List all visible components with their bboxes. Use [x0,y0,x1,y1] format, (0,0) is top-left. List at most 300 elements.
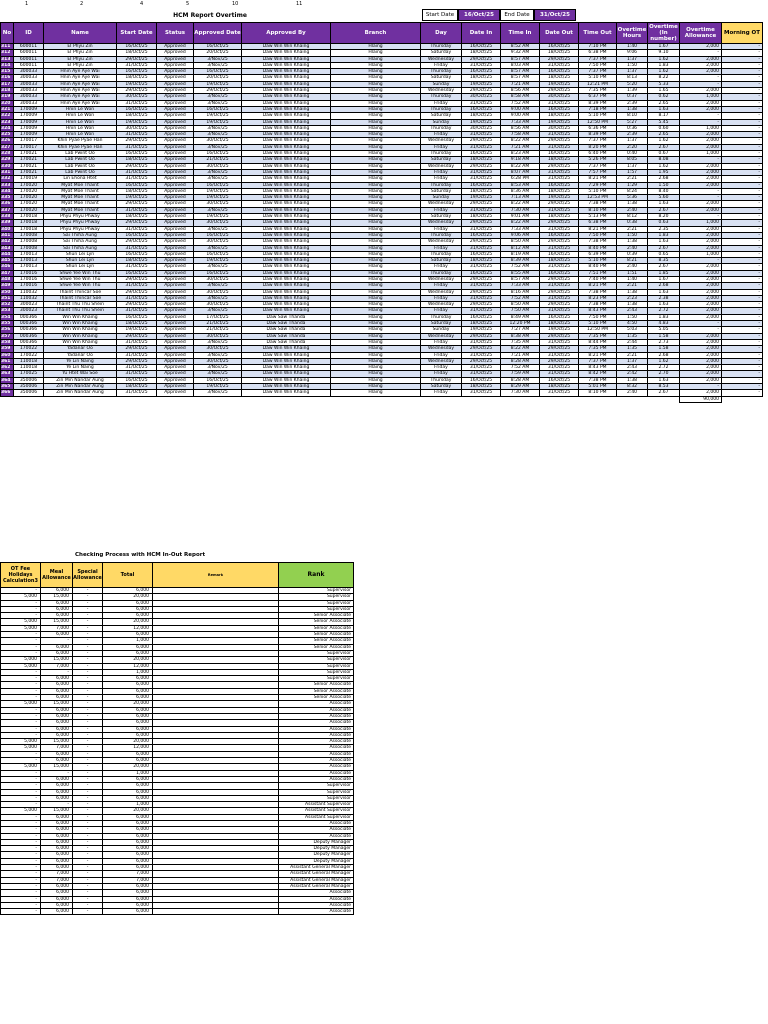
check-cell[interactable]: Supervisor [279,676,354,682]
table-cell[interactable]: 29/Oct/25 [462,56,501,62]
table-cell[interactable]: 1.67 [648,44,680,50]
table-cell[interactable]: 5:13 PM [579,214,617,220]
table-cell[interactable]: 350 [1,289,14,295]
table-cell[interactable]: 8:23 PM [579,295,617,301]
table-cell[interactable]: 30/Oct/25 [194,346,242,352]
table-cell[interactable]: 29/Oct/25 [117,358,157,364]
check-cell[interactable]: - [73,814,103,820]
table-cell[interactable]: 30/Oct/25 [540,125,579,131]
table-cell[interactable]: 31/Oct/25 [117,245,157,251]
table-cell[interactable]: 1.83 [648,232,680,238]
check-cell[interactable]: - [73,588,103,594]
table-cell[interactable]: 16/Oct/25 [194,69,242,75]
table-cell[interactable]: Daw Win Win Khaing [242,163,331,169]
table-cell[interactable]: 7:33 AM [501,119,540,125]
check-cell[interactable]: - [1,606,41,612]
table-cell[interactable]: Friday [421,365,462,371]
check-cell[interactable]: 6,000 [103,713,153,719]
check-cell[interactable]: Supervisor [279,657,354,663]
check-cell[interactable]: - [73,650,103,656]
table-cell[interactable]: 323 [1,119,14,125]
table-cell[interactable]: 12:53 PM [579,195,617,201]
table-cell[interactable]: 18/Oct/25 [462,321,501,327]
table-cell[interactable]: Thursday [421,251,462,257]
table-cell[interactable]: Approved [157,365,194,371]
table-cell[interactable]: 29/Oct/25 [540,346,579,352]
check-cell[interactable]: - [1,827,41,833]
table-cell[interactable]: 31/Oct/25 [117,132,157,138]
table-cell[interactable]: 7:50 PM [579,62,617,68]
check-cell[interactable]: 15,000 [41,657,73,663]
table-cell[interactable]: 31/Oct/25 [540,371,579,377]
check-cell[interactable]: 12,000 [103,625,153,631]
table-cell[interactable]: 2.35 [648,226,680,232]
table-cell[interactable]: EI Phyu Zin [44,62,117,68]
table-cell[interactable]: 31/Oct/25 [117,352,157,358]
table-cell[interactable]: 18/Oct/25 [117,157,157,163]
table-cell[interactable]: - [722,50,763,56]
table-cell[interactable]: - [722,270,763,276]
check-cell[interactable]: 6,000 [103,865,153,871]
table-cell[interactable]: Approved [157,239,194,245]
check-cell[interactable]: - [1,776,41,782]
check-cell[interactable]: 7,000 [41,625,73,631]
table-cell[interactable]: 29/Oct/25 [194,88,242,94]
check-cell[interactable]: - [1,638,41,644]
table-cell[interactable]: Saturday [421,157,462,163]
table-cell[interactable]: 1:39 [617,88,648,94]
table-cell[interactable]: 7:38 PM [579,201,617,207]
table-cell[interactable]: Daw Win Win Khaing [242,302,331,308]
table-cell[interactable]: 5:10 PM [579,188,617,194]
table-cell[interactable]: 19/Oct/25 [194,384,242,390]
check-cell[interactable]: 6,000 [41,865,73,871]
table-cell[interactable]: 8:50 AM [501,302,540,308]
check-cell[interactable]: 15,000 [41,739,73,745]
table-cell[interactable]: 8:49 AM [501,314,540,320]
check-cell[interactable]: Associate [279,833,354,839]
table-cell[interactable]: 2,000 [680,144,722,150]
table-cell[interactable]: 8:22 AM [501,346,540,352]
table-cell[interactable]: 8:32 [617,384,648,390]
table-cell[interactable]: 2,000 [680,295,722,301]
table-cell[interactable]: - [722,264,763,270]
table-cell[interactable]: 319 [1,94,14,100]
table-cell[interactable]: Daw Win Win Khaing [242,176,331,182]
table-cell[interactable]: Friday [421,352,462,358]
table-cell[interactable]: Daw Win Win Khaing [242,207,331,213]
column-header[interactable]: Branch [331,23,421,44]
table-cell[interactable]: 2.67 [648,245,680,251]
table-cell[interactable]: 1:38 [617,239,648,245]
table-cell[interactable]: 336 [1,201,14,207]
check-cell[interactable]: 6,000 [41,732,73,738]
check-cell[interactable]: 20,000 [103,657,153,663]
table-cell[interactable]: - [680,157,722,163]
table-cell[interactable]: 0.65 [648,251,680,257]
table-cell[interactable]: 8:39 PM [579,100,617,106]
table-cell[interactable]: - [722,384,763,390]
table-cell[interactable]: Friday [421,144,462,150]
table-cell[interactable]: 325 [1,132,14,138]
table-cell[interactable]: 31/Oct/25 [117,295,157,301]
table-cell[interactable]: - [722,125,763,131]
table-cell[interactable]: 9:00 AM [501,106,540,112]
table-cell[interactable]: 5:20 [617,81,648,87]
check-cell[interactable]: 6,000 [103,846,153,852]
table-cell[interactable]: 2,000 [680,88,722,94]
check-cell[interactable]: 6,000 [41,613,73,619]
table-cell[interactable]: 16/Oct/25 [540,377,579,383]
check-cell[interactable]: 6,000 [103,820,153,826]
table-cell[interactable]: 29/Oct/25 [462,220,501,226]
table-cell[interactable]: Sai Thiha Aung [44,239,117,245]
table-cell[interactable]: 1.62 [648,163,680,169]
table-cell[interactable]: Lab Pwint Oo [44,163,117,169]
table-cell[interactable]: 2,000 [680,270,722,276]
check-cell[interactable]: - [73,883,103,889]
table-cell[interactable]: 16/Oct/25 [462,44,501,50]
check-cell[interactable]: 6,000 [41,789,73,795]
table-cell[interactable]: Hnin Le Won [44,113,117,119]
table-cell[interactable]: Daw Win Win Khaing [242,138,331,144]
table-cell[interactable]: Friday [421,245,462,251]
table-cell[interactable]: Hlaing [331,182,421,188]
check-cell[interactable]: 6,000 [103,783,153,789]
table-cell[interactable]: 18/Oct/25 [540,50,579,56]
table-cell[interactable]: Daw Win Win Khaing [242,94,331,100]
table-cell[interactable]: 2:40 [617,207,648,213]
table-cell[interactable]: Yadanar Oo [44,352,117,358]
table-cell[interactable]: Saturday [421,321,462,327]
table-cell[interactable]: 31/Oct/25 [462,352,501,358]
table-cell[interactable]: 3/Nov/25 [194,207,242,213]
table-cell[interactable]: Approved [157,333,194,339]
check-cell[interactable]: Supervisor [279,650,354,656]
table-cell[interactable]: 2,000 [680,182,722,188]
table-cell[interactable]: Saturday [421,258,462,264]
table-cell[interactable]: 170020 [14,201,44,207]
table-cell[interactable]: 16/Oct/25 [540,106,579,112]
table-cell[interactable]: Win Win Khaing [44,333,117,339]
table-cell[interactable]: Zin Min Nandar Aung [44,384,117,390]
table-cell[interactable]: 16/Oct/25 [462,106,501,112]
check-cell[interactable]: Assistant Supervisor [279,814,354,820]
check-cell[interactable]: - [73,764,103,770]
table-cell[interactable]: 8.53 [648,384,680,390]
table-cell[interactable]: 2.67 [648,144,680,150]
table-cell[interactable]: Daw Win Win Khaing [242,214,331,220]
table-cell[interactable]: 320 [1,100,14,106]
table-cell[interactable]: 8:57 AM [501,276,540,282]
table-cell[interactable]: Friday [421,264,462,270]
check-cell[interactable]: Associate [279,776,354,782]
table-cell[interactable]: 16/Oct/25 [462,251,501,257]
table-cell[interactable]: - [722,321,763,327]
table-cell[interactable]: 19/Oct/25 [194,188,242,194]
table-cell[interactable]: Hlaing [331,321,421,327]
table-cell[interactable]: 18/Oct/25 [462,214,501,220]
check-cell[interactable]: - [73,713,103,719]
table-cell[interactable]: 1:35 [617,333,648,339]
table-cell[interactable]: 31/Oct/25 [540,365,579,371]
table-cell[interactable]: 170021 [14,151,44,157]
table-cell[interactable]: 30/Oct/25 [194,276,242,282]
table-cell[interactable]: 5:10 PM [579,258,617,264]
table-cell[interactable]: 31/Oct/25 [117,207,157,213]
table-cell[interactable]: 2,000 [680,56,722,62]
check-cell[interactable]: 6,000 [103,751,153,757]
table-cell[interactable]: Hlaing [331,144,421,150]
table-cell[interactable]: 29/Oct/25 [117,138,157,144]
table-cell[interactable]: - [722,358,763,364]
table-cell[interactable]: 170016 [14,283,44,289]
table-cell[interactable]: 8:16 AM [501,289,540,295]
table-cell[interactable]: 30/Oct/25 [462,125,501,131]
table-cell[interactable]: Hnin Aye Aye Wai [44,100,117,106]
table-cell[interactable]: 8:56 AM [501,88,540,94]
table-cell[interactable]: Wednesday [421,88,462,94]
table-cell[interactable]: Shwe Yee Win Thu [44,283,117,289]
table-cell[interactable]: 2,000 [680,163,722,169]
table-cell[interactable]: 16/Oct/25 [117,69,157,75]
table-cell[interactable]: 7:35 AM [501,339,540,345]
table-cell[interactable]: 2.68 [648,352,680,358]
table-cell[interactable]: 7:18 PM [579,106,617,112]
check-cell[interactable]: Supervisor [279,600,354,606]
check-cell[interactable]: - [73,795,103,801]
table-cell[interactable]: Friday [421,295,462,301]
table-cell[interactable]: 7:37 PM [579,163,617,169]
table-cell[interactable]: Wednesday [421,333,462,339]
table-cell[interactable]: 18/Oct/25 [117,214,157,220]
table-cell[interactable]: 7:30 AM [501,390,540,396]
table-cell[interactable]: 170009 [14,125,44,131]
check-cell[interactable]: - [73,751,103,757]
table-cell[interactable]: 30/Oct/25 [194,163,242,169]
table-cell[interactable]: 30/Oct/25 [194,138,242,144]
table-cell[interactable]: 170020 [14,182,44,188]
check-cell[interactable]: - [1,871,41,877]
table-cell[interactable]: - [680,188,722,194]
table-cell[interactable]: Approved [157,44,194,50]
table-cell[interactable]: 16/Oct/25 [117,270,157,276]
check-cell[interactable]: - [73,688,103,694]
check-cell[interactable]: 7,000 [41,877,73,883]
table-cell[interactable]: 170008 [14,232,44,238]
table-cell[interactable]: Hlaing [331,201,421,207]
table-cell[interactable]: 18/Oct/25 [462,157,501,163]
table-cell[interactable]: 0:38 [617,220,648,226]
table-cell[interactable]: 2.65 [648,100,680,106]
table-cell[interactable]: 12:21 PM [579,81,617,87]
table-cell[interactable]: 353 [1,308,14,314]
table-cell[interactable]: 1,000 [680,220,722,226]
table-cell[interactable]: 170022 [14,352,44,358]
table-cell[interactable]: 17/Oct/25 [194,314,242,320]
table-cell[interactable]: 000366 [14,314,44,320]
check-cell[interactable]: - [1,789,41,795]
table-cell[interactable]: 31/Oct/25 [540,132,579,138]
check-cell[interactable]: 6,000 [103,814,153,820]
table-cell[interactable]: Approved [157,251,194,257]
check-cell[interactable]: Senior Associate [279,695,354,701]
table-cell[interactable]: 9:18 AM [501,157,540,163]
column-header[interactable]: Start Date [117,23,157,44]
table-cell[interactable]: 19/Oct/25 [540,119,579,125]
table-cell[interactable]: 1.62 [648,358,680,364]
table-cell[interactable]: 20/Oct/25 [194,50,242,56]
table-cell[interactable]: Approved [157,220,194,226]
table-cell[interactable]: 300033 [14,88,44,94]
column-header[interactable]: Date Out [540,23,579,44]
check-cell[interactable]: 7,000 [41,663,73,669]
table-cell[interactable]: Daw Win Win Khaing [242,113,331,119]
table-cell[interactable]: - [680,113,722,119]
table-cell[interactable]: Approved [157,144,194,150]
table-cell[interactable]: 7:52 AM [501,264,540,270]
table-cell[interactable]: 16/Oct/25 [194,270,242,276]
table-cell[interactable]: 170021 [14,169,44,175]
check-cell[interactable]: 15,000 [41,701,73,707]
check-cell[interactable]: - [1,770,41,776]
table-cell[interactable]: Approved [157,276,194,282]
table-cell[interactable]: 31/Oct/25 [462,144,501,150]
table-cell[interactable]: 7:33 AM [501,226,540,232]
table-cell[interactable]: 170016 [14,276,44,282]
table-cell[interactable]: 31/Oct/25 [462,371,501,377]
check-cell[interactable]: - [1,669,41,675]
check-cell[interactable]: - [73,858,103,864]
table-cell[interactable]: - [722,113,763,119]
table-cell[interactable]: Thursday [421,377,462,383]
table-cell[interactable]: 3/Nov/25 [194,245,242,251]
table-cell[interactable]: 18/Oct/25 [540,188,579,194]
table-cell[interactable]: Approved [157,289,194,295]
check-cell[interactable]: 6,000 [103,707,153,713]
table-cell[interactable]: 2:43 [617,308,648,314]
table-cell[interactable]: Daw Win Win Khaing [242,390,331,396]
check-cell[interactable]: Associate [279,732,354,738]
table-cell[interactable]: 332 [1,176,14,182]
table-cell[interactable]: Daw Win Win Khaing [242,289,331,295]
table-cell[interactable]: 3/Nov/25 [194,94,242,100]
table-cell[interactable]: Saturday [421,384,462,390]
table-cell[interactable]: - [722,62,763,68]
table-cell[interactable]: 7:33 AM [501,283,540,289]
table-cell[interactable]: - [722,283,763,289]
table-cell[interactable]: 31/Oct/25 [540,339,579,345]
table-cell[interactable]: Hnin Aye Aye Wai [44,94,117,100]
table-cell[interactable]: 0.67 [648,151,680,157]
check-cell[interactable]: - [1,707,41,713]
table-cell[interactable]: 29/Oct/25 [117,302,157,308]
check-cell[interactable]: 1,000 [103,638,153,644]
table-cell[interactable]: 7:37 PM [579,69,617,75]
check-cell[interactable]: 6,000 [103,852,153,858]
table-cell[interactable]: Approved [157,352,194,358]
table-cell[interactable]: 31/Oct/25 [117,264,157,270]
table-cell[interactable]: Approved [157,188,194,194]
table-cell[interactable]: 7:58 AM [501,132,540,138]
table-cell[interactable]: Hlaing [331,195,421,201]
table-cell[interactable]: 2:21 [617,176,648,182]
table-cell[interactable]: 8.35 [648,258,680,264]
table-cell[interactable]: 19/Oct/25 [462,327,501,333]
table-cell[interactable]: 000366 [14,327,44,333]
check-cell[interactable]: - [73,632,103,638]
table-cell[interactable]: 1.67 [648,276,680,282]
table-cell[interactable]: Daw Win Win Khaing [242,201,331,207]
table-cell[interactable]: 3/Nov/25 [194,144,242,150]
table-cell[interactable]: 348 [1,276,14,282]
table-cell[interactable]: 2,000 [680,390,722,396]
table-cell[interactable]: 110018 [14,365,44,371]
table-cell[interactable]: 1:37 [617,163,648,169]
table-cell[interactable]: 29/Oct/25 [117,333,157,339]
check-cell[interactable]: - [1,795,41,801]
table-cell[interactable]: 29/Oct/25 [540,276,579,282]
table-cell[interactable]: 355 [1,321,14,327]
check-cell[interactable]: Senior Associate [279,638,354,644]
table-cell[interactable]: 2.65 [648,132,680,138]
table-cell[interactable]: 8:44 PM [579,339,617,345]
table-cell[interactable]: 8:20 PM [579,144,617,150]
table-cell[interactable]: 3/Nov/25 [194,132,242,138]
table-cell[interactable]: - [722,289,763,295]
table-cell[interactable]: 31/Oct/25 [540,390,579,396]
table-cell[interactable]: Daw Win Win Khaing [242,195,331,201]
check-cell[interactable]: Associate [279,758,354,764]
table-cell[interactable]: Hlaing [331,390,421,396]
table-cell[interactable]: 29/Oct/25 [540,302,579,308]
table-cell[interactable]: 344 [1,251,14,257]
table-cell[interactable]: - [680,195,722,201]
table-cell[interactable]: 31/Oct/25 [117,390,157,396]
check-cell[interactable]: - [1,846,41,852]
table-cell[interactable]: 16/Oct/25 [194,251,242,257]
table-cell[interactable]: 349 [1,283,14,289]
table-cell[interactable]: 7:37 PM [579,138,617,144]
table-cell[interactable]: Hlaing [331,384,421,390]
table-cell[interactable]: Approved [157,113,194,119]
table-cell[interactable]: 328 [1,151,14,157]
check-cell[interactable]: 6,000 [41,852,73,858]
table-cell[interactable]: Hlaing [331,100,421,106]
table-cell[interactable]: 2:40 [617,390,648,396]
table-cell[interactable]: Thaint Thu Thu Shein [44,302,117,308]
table-cell[interactable]: 170013 [14,258,44,264]
table-cell[interactable]: - [722,302,763,308]
table-cell[interactable]: 29/Oct/25 [462,289,501,295]
table-cell[interactable]: 7:59 AM [501,371,540,377]
table-cell[interactable]: Approved [157,176,194,182]
check-cell[interactable]: 6,000 [41,751,73,757]
table-cell[interactable]: Hnin Le Won [44,106,117,112]
table-cell[interactable]: 2,000 [680,371,722,377]
table-cell[interactable]: 7:10 PM [579,44,617,50]
table-cell[interactable]: 12:20 PM [501,321,540,327]
check-cell[interactable]: Senior Associate [279,682,354,688]
table-cell[interactable]: 29/Oct/25 [540,56,579,62]
table-cell[interactable]: 19/Oct/25 [194,119,242,125]
table-cell[interactable]: 30/Oct/25 [117,125,157,131]
check-cell[interactable]: - [41,770,73,776]
check-cell[interactable]: Deputy Manager [279,852,354,858]
table-cell[interactable]: Hlaing [331,69,421,75]
table-cell[interactable]: Daw Win Win Khaing [242,308,331,314]
table-cell[interactable]: - [722,75,763,81]
